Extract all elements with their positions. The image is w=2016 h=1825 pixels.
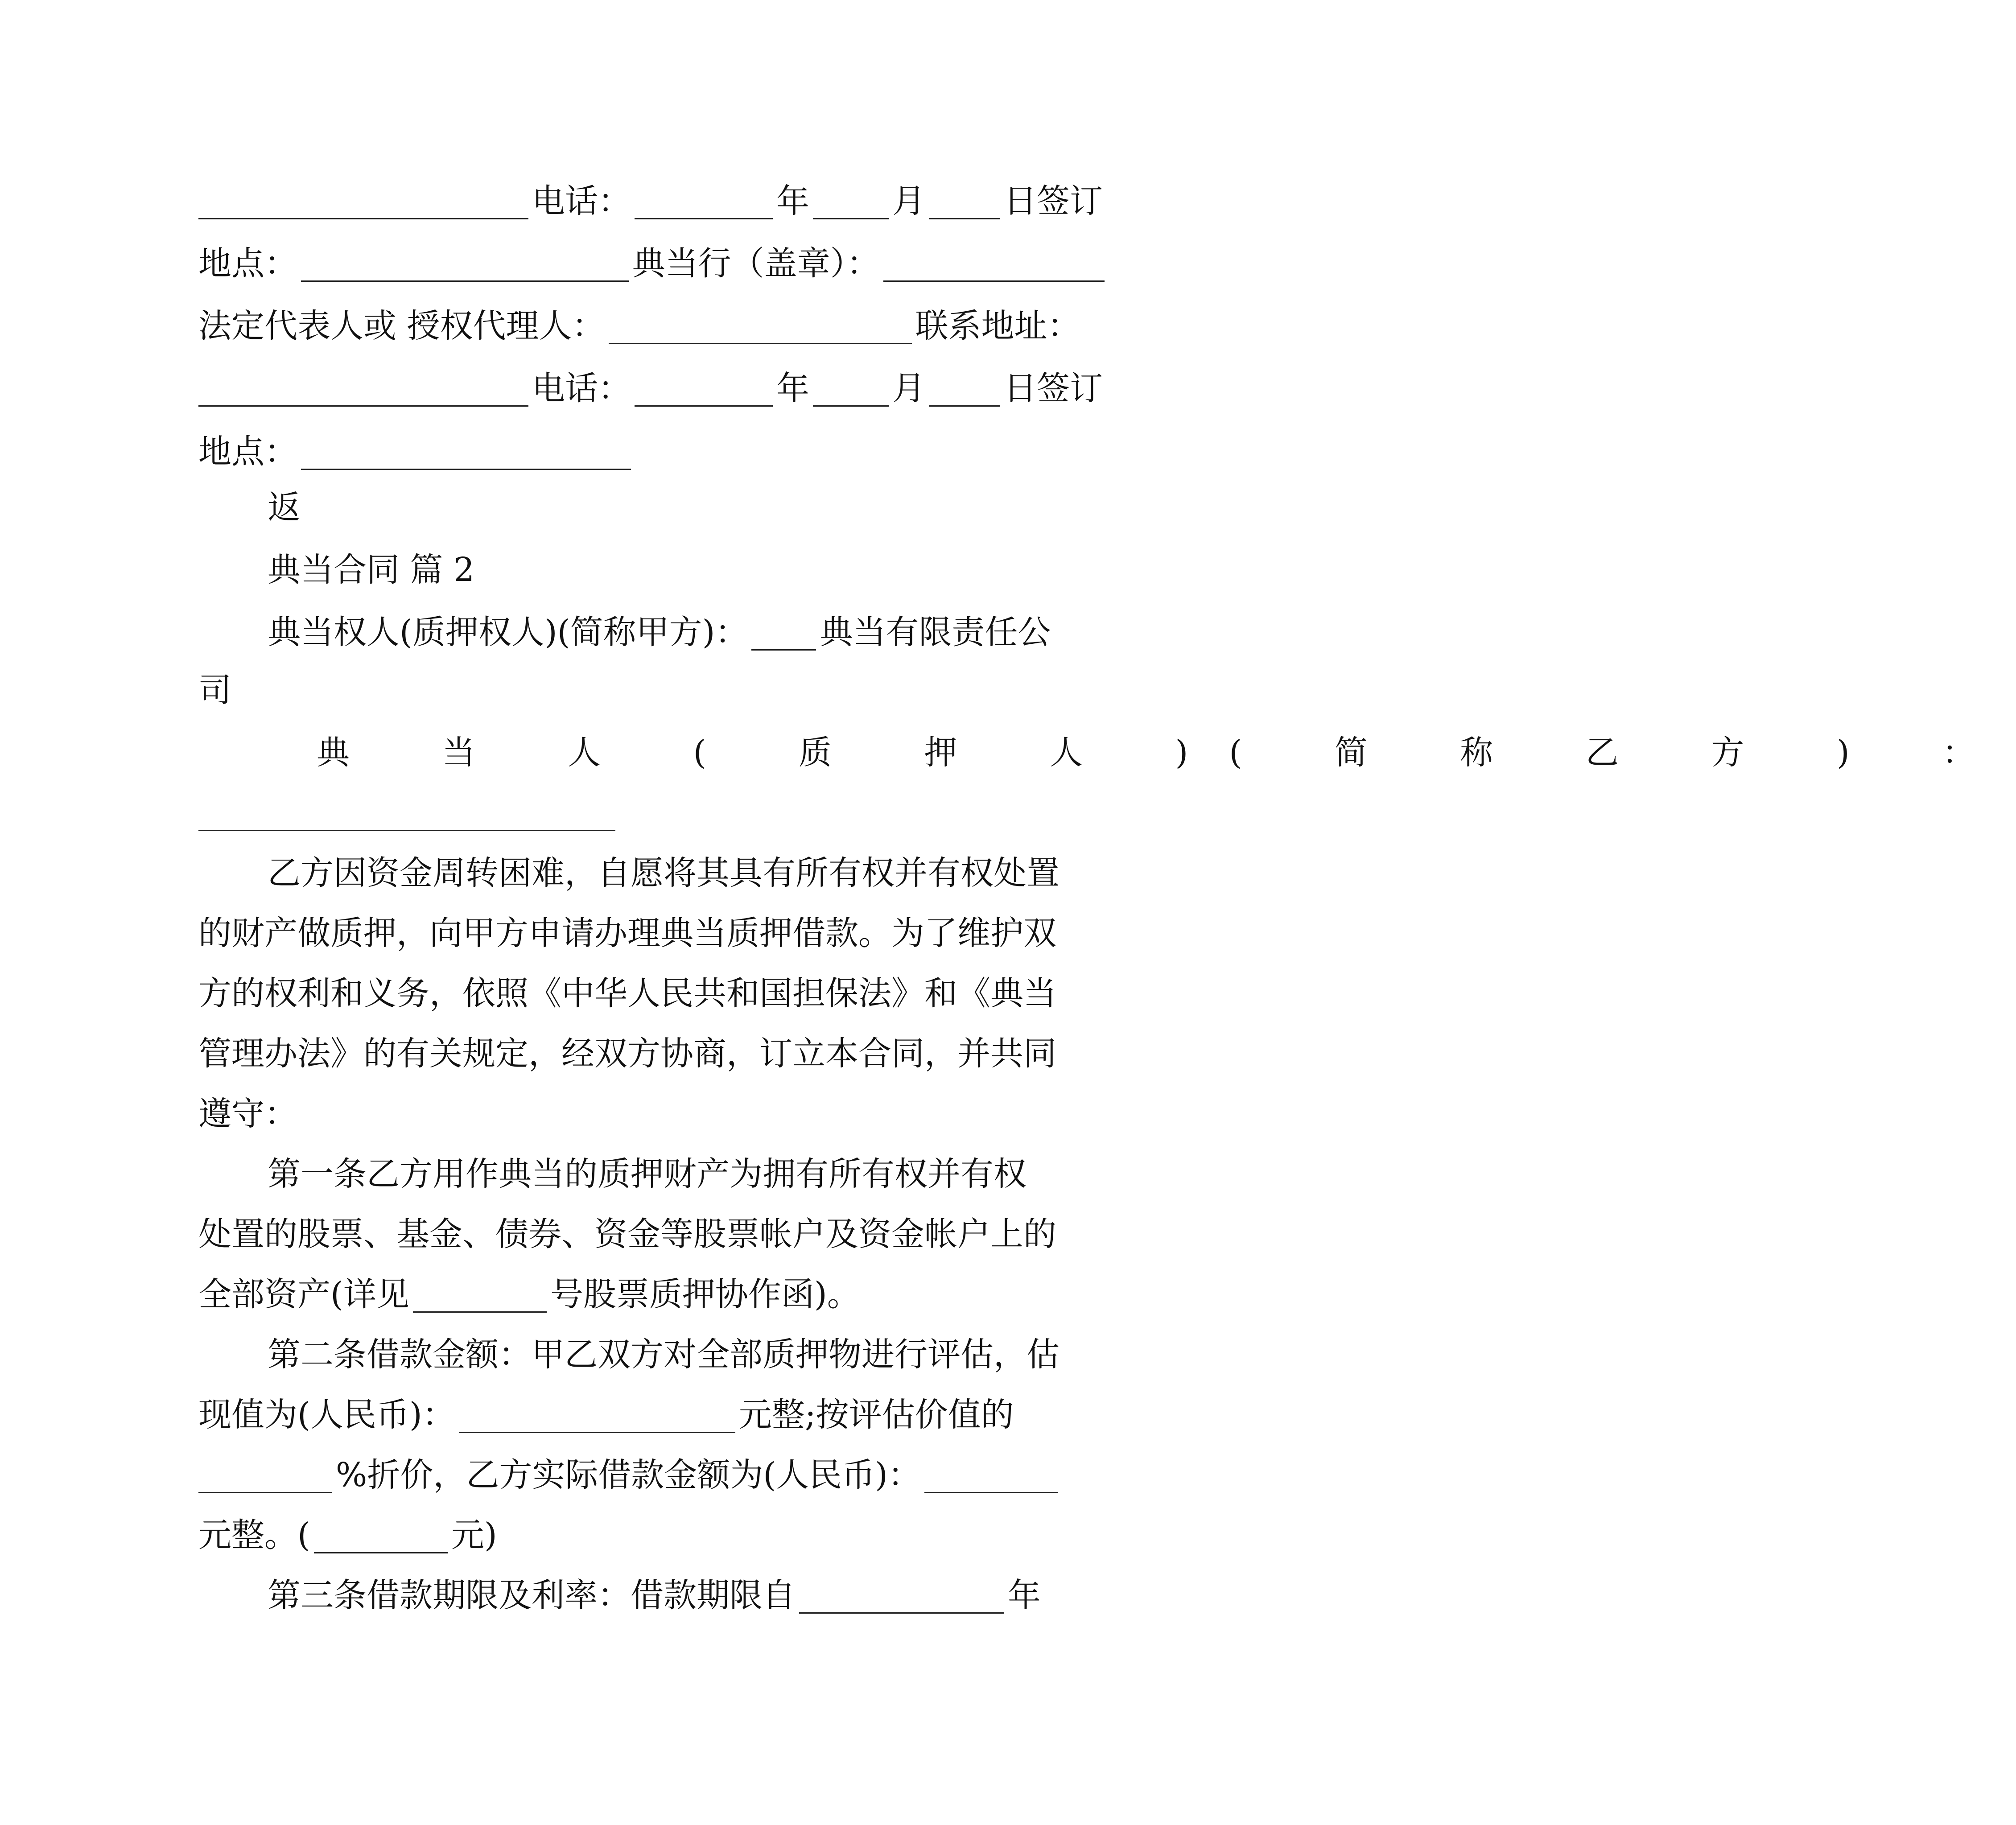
blank-field[interactable] bbox=[635, 377, 773, 407]
blank-field[interactable] bbox=[413, 1283, 547, 1313]
blank-field[interactable] bbox=[929, 190, 1000, 219]
article-text: %折价，乙方实际借款金额为(人民币)： bbox=[336, 1456, 921, 1494]
signature-line-2 bbox=[198, 231, 1108, 284]
party-a-label: 典当权人(质押权人)(简称甲方)： bbox=[268, 613, 748, 651]
party-a-company-cont: 司 bbox=[198, 671, 231, 709]
blank-field[interactable] bbox=[198, 377, 528, 407]
pawnshop-seal-label: 典当行（盖章）： bbox=[632, 244, 880, 283]
phone-label: 电话： bbox=[532, 182, 631, 220]
article1-line2 bbox=[198, 1202, 1108, 1255]
paragraph-text: 管理办法》的有关规定，经双方协商，订立本合同，并共同 bbox=[198, 1034, 1056, 1073]
contract-title: 典当合同 篇 2 bbox=[268, 551, 475, 589]
article2-line2 bbox=[198, 1382, 1108, 1436]
article1-line1 bbox=[268, 1141, 1108, 1195]
para1-line2 bbox=[198, 901, 1108, 954]
article-text: 全部资产(详见 bbox=[198, 1275, 409, 1314]
year-label: 年 bbox=[776, 182, 809, 220]
article-text: 元) bbox=[451, 1516, 497, 1554]
blank-field[interactable] bbox=[301, 252, 629, 282]
para1-line5 bbox=[198, 1081, 1108, 1135]
signature-line-1 bbox=[198, 169, 1108, 222]
blank-field[interactable] bbox=[198, 1463, 332, 1493]
blank-field[interactable] bbox=[635, 190, 773, 219]
month-label: 月 bbox=[892, 182, 925, 220]
day-sign-label: 日签订 bbox=[1004, 182, 1103, 220]
phone-label: 电话： bbox=[532, 369, 631, 408]
blank-field[interactable] bbox=[301, 440, 631, 470]
blank-field[interactable] bbox=[813, 190, 889, 219]
paragraph-text: 乙方因资金周转困难，自愿将其具有所有权并有权处置 bbox=[268, 854, 1060, 892]
party-a-line bbox=[268, 600, 1108, 653]
paragraph-text: 的财产做质押，向甲方申请办理典当质押借款。为了维护双 bbox=[198, 914, 1056, 952]
signature-line-4 bbox=[198, 356, 1108, 409]
party-a-company: 典当有限责任公 bbox=[820, 613, 1051, 651]
place-label: 地点： bbox=[198, 433, 297, 471]
day-sign-label: 日签订 bbox=[1004, 369, 1103, 408]
party-a-line-cont bbox=[198, 658, 1108, 711]
address-label: 联系地址： bbox=[915, 307, 1080, 345]
para1-line3 bbox=[198, 961, 1108, 1014]
blank-field[interactable] bbox=[883, 252, 1105, 282]
blank-field[interactable] bbox=[924, 1463, 1058, 1493]
paragraph-text: 方的权利和义务，依照《中华人民共和国担保法》和《典当 bbox=[198, 974, 1056, 1013]
article2-line1 bbox=[268, 1322, 1108, 1376]
month-label: 月 bbox=[892, 369, 925, 408]
blank-field[interactable] bbox=[751, 621, 816, 651]
year-label: 年 bbox=[776, 369, 809, 408]
blank-field[interactable] bbox=[609, 314, 912, 344]
blank-field[interactable] bbox=[813, 377, 889, 407]
para1-line4 bbox=[198, 1021, 1108, 1075]
back-link[interactable]: 返 bbox=[268, 488, 301, 527]
party-b-label: 典 当 人 ( 质 押 人 )( 简 称 乙 方 ) ： bbox=[317, 733, 2016, 772]
signature-line-3 bbox=[198, 293, 1108, 347]
blank-field[interactable] bbox=[198, 801, 615, 831]
blank-field[interactable] bbox=[929, 377, 1000, 407]
article-text: 年 bbox=[1008, 1576, 1041, 1615]
place-label: 地点： bbox=[198, 244, 297, 283]
para1-line1 bbox=[268, 840, 1108, 894]
article-text: 现值为(人民币)： bbox=[198, 1396, 455, 1434]
article1-line3 bbox=[198, 1262, 1108, 1315]
blank-field[interactable] bbox=[459, 1403, 735, 1433]
article2-line4 bbox=[198, 1503, 1108, 1556]
article-text: 元整;按评估价值的 bbox=[738, 1396, 1014, 1434]
party-b-blank-line bbox=[198, 780, 1108, 834]
paragraph-text: 遵守： bbox=[198, 1095, 297, 1133]
signature-line-5 bbox=[198, 419, 1108, 473]
party-b-line bbox=[317, 720, 2016, 774]
representative-label: 法定代表人或 授权代理人： bbox=[198, 307, 605, 345]
article-text: 号股票质押协作函)。 bbox=[550, 1275, 860, 1314]
blank-field[interactable] bbox=[198, 190, 528, 219]
article-text: 第二条借款金额：甲乙双方对全部质押物进行评估，估 bbox=[268, 1335, 1060, 1374]
article3-line1 bbox=[268, 1563, 1108, 1616]
article2-line3 bbox=[198, 1442, 1108, 1496]
article-text: 第三条借款期限及利率：借款期限自 bbox=[268, 1576, 796, 1615]
section-title bbox=[268, 537, 1108, 591]
article-text: 元整。( bbox=[198, 1516, 310, 1554]
blank-field[interactable] bbox=[799, 1584, 1004, 1614]
article-text: 第一条乙方用作典当的质押财产为拥有所有权并有权 bbox=[268, 1155, 1027, 1193]
blank-field[interactable] bbox=[314, 1524, 448, 1553]
article-text: 处置的股票、基金、债券、资金等股票帐户及资金帐户上的 bbox=[198, 1215, 1056, 1253]
back-link-line bbox=[268, 475, 1108, 528]
